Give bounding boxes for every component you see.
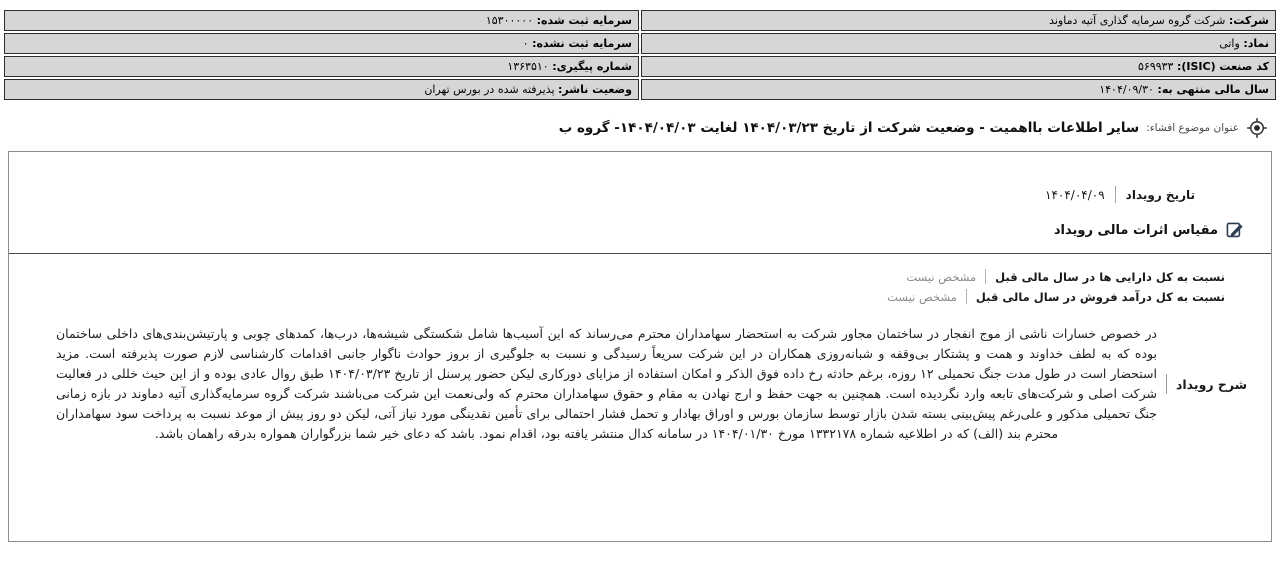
issuer-status-label: وضعیت ناشر: <box>558 83 632 96</box>
financial-impact-heading: مقیاس اثرات مالی رویداد <box>1053 222 1218 238</box>
company-name-cell <box>641 10 1276 31</box>
event-date-value: ۱۴۰۴/۰۴/۰۹ <box>1045 187 1105 202</box>
assets-ratio-label: نسبت به کل دارایی ها در سال مالی قبل <box>995 269 1225 284</box>
ticker-label: نماد: <box>1243 37 1269 50</box>
isic-code-cell <box>641 56 1276 77</box>
vertical-divider <box>1166 374 1167 394</box>
event-date-label: تاریخ رویداد <box>1125 187 1195 202</box>
registered-capital-label: سرمایه ثبت شده: <box>536 14 632 27</box>
tracking-number-cell <box>4 56 639 77</box>
company-label: شرکت: <box>1228 14 1269 27</box>
table-row <box>4 33 1276 54</box>
fiscal-year-value: ۱۴۰۴/۰۹/۳۰ <box>1099 83 1154 96</box>
revenue-ratio-label: نسبت به کل درآمد فروش در سال مالی قبل <box>975 289 1225 304</box>
vertical-divider <box>985 269 986 284</box>
fiscal-year-label: سال مالی منتهی به: <box>1157 83 1269 96</box>
vertical-divider <box>966 289 967 304</box>
assets-ratio-value: مشخص نیست <box>906 269 977 284</box>
event-description-text: در خصوص خسارات ناشی از موج انفجار در ساختمان مجاور شرکت به استحضار سهامداران محترم می‌رساند که این آسیب‌ها شامل شکستگی شیشه‌ها، درب‌ها، کمدهای چوبی و پارتیشن‌بندی‌های داخلی ساختمان بوده که به لطف خداوند و همت و پشتکار بی‌وقفه و شبانه‌روزی همکاران در این شرکت سریعاً رسیدگی و نسبت به جلوگیری از بروز حوادث ناگوار جانبی اقدامات کارشناسی لازم صورت پذیرفته است. مزید استحضار است در طول مدت جنگ تحمیلی ۱۲ روزه، برغم حادثه رخ داده فوق الذکر و امکان استفاده از مزایای دورکاری لیکن حضور پرسنل از تاریخ ۱۴۰۴/۰۳/۲۳ طبق روال عادی بوده و از این حیث خللی در فعالیت شرکت اصلی و شرکت‌های تابعه وارد نگردیده است. همچنین به جهت حفظ و ارج نهادن به مقام و حقوق سهامداران محترم که ولی‌نعمت این شرکت می‌باشند شرکت گروه سرمایه‌گذاری آتیه دماوند در بازه زمانی جنگ تحمیلی مذکور و علی‌رغم پیش‌بینی بسته شدن بازار توسط سازمان بورس و اوراق بهادار و تحمل فشار احتمالی برای تأمین نقدینگی مورد نیاز آتی، لیکن دو روز پیش از موعد نسبت به پرداخت سود سهامداران محترم بند (الف) که در اطلاعیه شماره ۱۳۳۲۱۷۸ مورخ ۱۴۰۴/۰۱/۳۰ در سامانه کدال منتشر یافته بود، اقدام نمود. باشد که دعای خیر شما بزرگواران همواره بدرقه راهمان باشد. <box>56 326 1157 441</box>
table-row <box>4 10 1276 31</box>
codal-disclosure-page <box>0 8 1280 584</box>
table-row <box>4 79 1276 100</box>
event-date-row <box>9 186 1195 203</box>
disclosure-subject-row <box>12 117 1268 139</box>
note-pencil-icon <box>1225 220 1245 240</box>
ticker-cell <box>641 33 1276 54</box>
unregistered-capital-label: سرمایه ثبت نشده: <box>532 37 632 50</box>
subject-title: سایر اطلاعات بااهمیت - وضعیت شرکت از تاریخ ۱۴۰۴/۰۳/۲۳ لغایت ۱۴۰۴/۰۴/۰۳- گروه ب <box>558 120 1140 136</box>
isic-code-value: ۵۶۹۹۳۳ <box>1138 60 1174 73</box>
impact-ratios <box>9 269 1225 304</box>
financial-impact-heading-row <box>9 220 1245 240</box>
target-icon <box>1246 117 1268 139</box>
unregistered-capital-cell <box>4 33 639 54</box>
event-description-row <box>56 324 1247 444</box>
registered-capital-cell <box>4 10 639 31</box>
issuer-status-value: پذیرفته شده در بورس تهران <box>424 83 555 96</box>
unregistered-capital-value: ۰ <box>522 37 529 50</box>
disclosure-content-box <box>8 151 1272 542</box>
company-info-table <box>2 8 1278 102</box>
table-row <box>4 56 1276 77</box>
registered-capital-value: ۱۵۳۰۰۰۰۰ <box>485 14 534 27</box>
ratio-row-revenue <box>9 289 1225 304</box>
revenue-ratio-value: مشخص نیست <box>887 289 957 304</box>
fiscal-year-cell <box>641 79 1276 100</box>
event-description-label: شرح رویداد <box>1175 376 1247 392</box>
ratio-row-assets <box>9 269 1225 284</box>
company-value: شرکت گروه سرمایه گذاری آتیه دماوند <box>1049 14 1226 27</box>
ticker-value: واتی <box>1219 37 1240 50</box>
tracking-number-label: شماره پیگیری: <box>552 60 632 73</box>
issuer-status-cell <box>4 79 639 100</box>
section-divider <box>9 253 1271 254</box>
subject-prefix-label: عنوان موضوع افشاء: <box>1146 122 1239 134</box>
isic-code-label: کد صنعت (ISIC): <box>1176 60 1269 73</box>
vertical-divider <box>1115 186 1116 203</box>
tracking-number-value: ۱۳۶۳۵۱۰ <box>507 60 549 73</box>
